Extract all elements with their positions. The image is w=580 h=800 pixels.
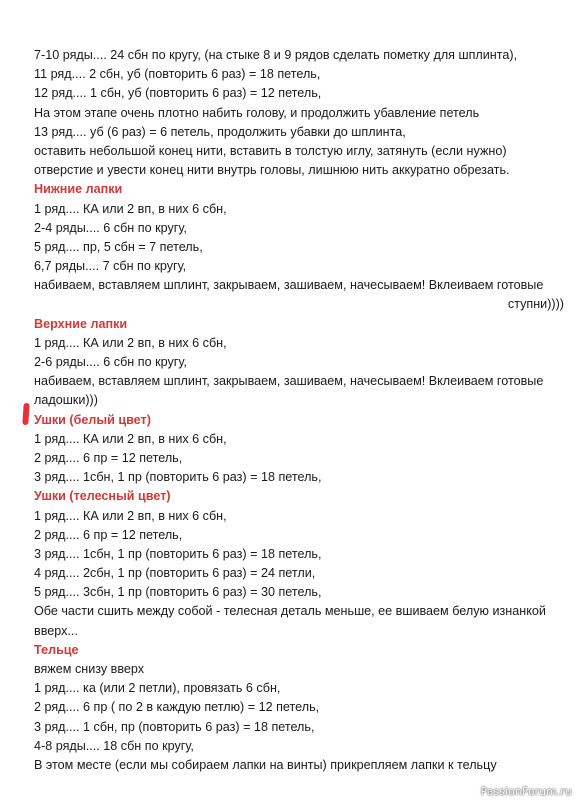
text-line: На этом этапе очень плотно набить голову, и продолжить убавление петель bbox=[34, 105, 480, 120]
text-line: 3 ряд.... 1сбн, 1 пр (повторить 6 раз) = 18 петель, bbox=[34, 470, 322, 485]
section-heading: Ушки (телесный цвет) bbox=[34, 489, 171, 504]
section-heading: Верхние лапки bbox=[34, 316, 128, 331]
red-marker-highlight bbox=[22, 403, 30, 425]
text-line: Обе части сшить между собой - телесная деталь меньше, ее вшиваем белую изнанкой bbox=[34, 604, 546, 619]
text-line: 5 ряд.... 3сбн, 1 пр (повторить 6 раз) = 30 петель, bbox=[34, 585, 322, 600]
document-body bbox=[34, 46, 564, 775]
text-line: 6,7 ряды.... 7 сбн по кругу, bbox=[34, 259, 187, 274]
text-line: набиваем, вставляем шплинт, закрываем, зашиваем, начесываем! Вклеиваем готовые bbox=[34, 374, 544, 389]
section-heading: Ушки (белый цвет) bbox=[34, 412, 151, 427]
text-line: 1 ряд.... КА или 2 вп, в них 6 сбн, bbox=[34, 508, 227, 523]
section-heading: Нижние лапки bbox=[34, 182, 123, 197]
text-line: 7-10 ряды.... 24 сбн по кругу, (на стыке 8 и 9 рядов сделать пометку для шплинта), bbox=[34, 48, 518, 62]
text-line: 2 ряд.... 6 пр ( по 2 в каждую петлю) = 12 петель, bbox=[34, 700, 320, 715]
text-line: 5 ряд.... пр, 5 сбн = 7 петель, bbox=[34, 239, 203, 254]
text-line: 4-8 ряды.... 18 сбн по кругу, bbox=[34, 738, 194, 753]
text-line: 2-6 ряды.... 6 сбн по кругу, bbox=[34, 355, 187, 369]
text-line: 3 ряд.... 1 сбн, пр (повторить 6 раз) = 18 петель, bbox=[34, 719, 315, 734]
text-line: В этом месте (если мы собираем лапки на винты) прикрепляем лапки к тельцу bbox=[34, 757, 497, 772]
text-line: 1 ряд.... КА или 2 вп, в них 6 сбн, bbox=[34, 431, 227, 446]
text-line: 11 ряд.... 2 сбн, уб (повторить 6 раз) = 18 петель, bbox=[34, 67, 321, 82]
text-line: ступни)))) bbox=[507, 297, 564, 312]
text-line: 1 ряд.... ка (или 2 петли), провязать 6 сбн, bbox=[34, 681, 281, 696]
text-line: 1 ряд.... КА или 2 вп, в них 6 сбн, bbox=[34, 335, 227, 350]
text-line: 12 ряд.... 1 сбн, уб (повторить 6 раз) = 12 петель, bbox=[34, 86, 322, 101]
section-heading: Тельце bbox=[34, 642, 79, 657]
text-line: 1 ряд.... КА или 2 вп, в них 6 сбн, bbox=[34, 201, 227, 216]
text-line: 4 ряд.... 2сбн, 1 пр (повторить 6 раз) = 24 петли, bbox=[34, 566, 316, 581]
text-line: вверх... bbox=[34, 623, 78, 638]
text-line: 13 ряд.... уб (6 раз) = 6 петель, продолжить убавки до шплинта, bbox=[34, 124, 406, 139]
text-line: оставить небольшой конец нити, вставить в толстую иглу, затянуть (если нужно) bbox=[34, 143, 507, 158]
text-line: 2-4 ряды.... 6 сбн по кругу, bbox=[34, 220, 187, 235]
text-line: набиваем, вставляем шплинт, закрываем, зашиваем, начесываем! Вклеиваем готовые bbox=[34, 278, 544, 293]
text-line: 3 ряд.... 1сбн, 1 пр (повторить 6 раз) = 18 петель, bbox=[34, 546, 322, 561]
text-line: 2 ряд.... 6 пр = 12 петель, bbox=[34, 450, 183, 465]
text-line: отверстие и увести конец нити внутрь головы, лишнюю нить аккуратно обрезать. bbox=[34, 163, 510, 178]
text-line: 2 ряд.... 6 пр = 12 петель, bbox=[34, 527, 183, 542]
text-line: ладошки))) bbox=[34, 393, 98, 408]
watermark: PassionForum.ru bbox=[480, 786, 572, 798]
text-line: вяжем снизу вверх bbox=[34, 662, 145, 676]
